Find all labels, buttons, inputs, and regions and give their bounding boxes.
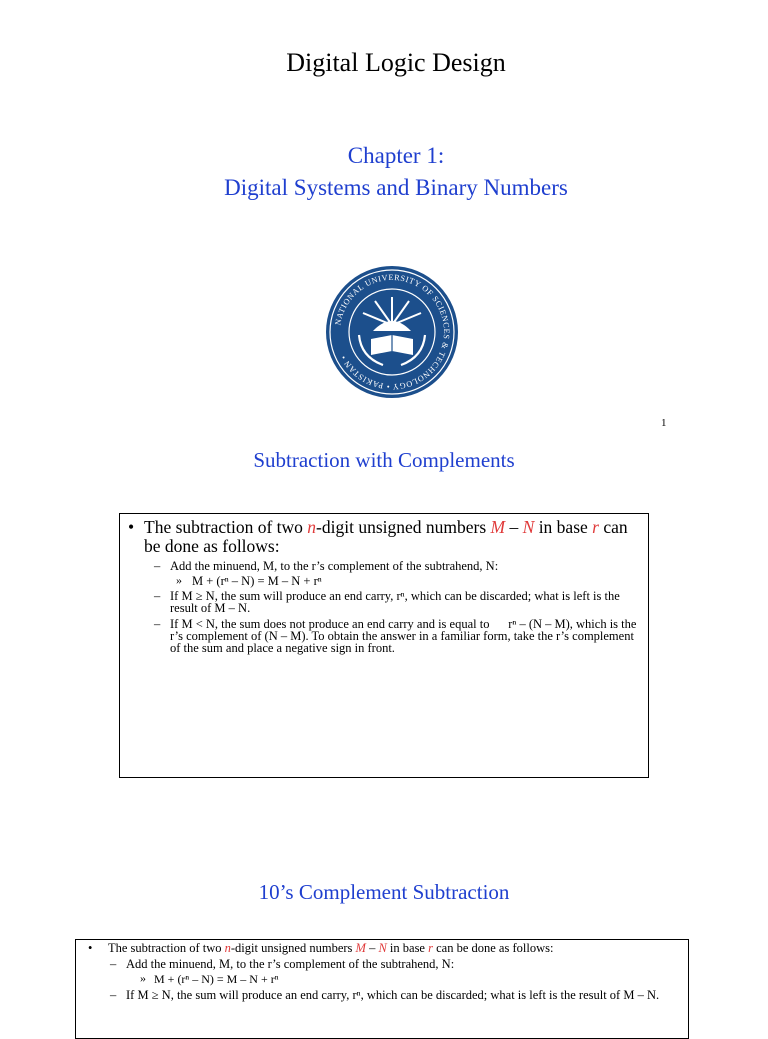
chapter-heading: Chapter 1: <box>347 143 445 168</box>
bullet-dot: • <box>128 517 135 537</box>
chapter-subtitle: Digital Systems and Binary Numbers <box>224 175 568 200</box>
sub-bullet-step1: – Add the minuend, M, to the r’s complement of the subtrahend, N: <box>110 957 455 971</box>
main-title: Digital Logic Design <box>286 48 506 77</box>
bullet-intro: • The subtraction of two n-digit unsigned numbers M – N in base r can be done as follows: <box>128 517 628 556</box>
slide-title-subtraction-with-complements: Subtraction with Complements <box>253 448 515 472</box>
formula-step1: » M + (rⁿ – N) = M – N + rⁿ <box>140 971 279 986</box>
bullet-intro: • The subtraction of two n-digit unsigned numbers M – N in base r can be done as follows: <box>88 941 554 955</box>
content-box-subtraction <box>119 513 649 778</box>
content-box-10s-complement <box>75 939 689 1039</box>
sub-bullet-step2: – If M ≥ N, the sum will produce an end carry, rⁿ, which can be discarded; what is left is the result of M – N. <box>154 589 620 615</box>
seal-icon <box>325 265 459 399</box>
university-seal-logo <box>325 265 459 399</box>
logo-text: NATIONAL UNIVERSITY OF SCIENCES & TECHNOLOGY • PAKISTAN • <box>333 272 452 392</box>
formula-step1: » M + (rⁿ – N) = M – N + rⁿ <box>176 573 322 588</box>
sub-bullet-step1: – Add the minuend, M, to the r’s complement of the subtrahend, N: <box>154 559 499 573</box>
page-number: 1 <box>661 417 667 429</box>
slide-title-10s-complement-subtraction: 10’s Complement Subtraction <box>258 880 510 904</box>
sub-bullet-step2: – If M ≥ N, the sum will produce an end carry, rⁿ, which can be discarded; what is left is the result of M – N. <box>110 988 660 1002</box>
sub-bullet-step3: – If M < N, the sum does not produce an end carry and is equal to rⁿ – (N – M), which is the r’s complement of (N – M). To obtain the answer in a familiar form, take the r’s complement of the sum and place a negative sign in front. <box>154 617 637 655</box>
